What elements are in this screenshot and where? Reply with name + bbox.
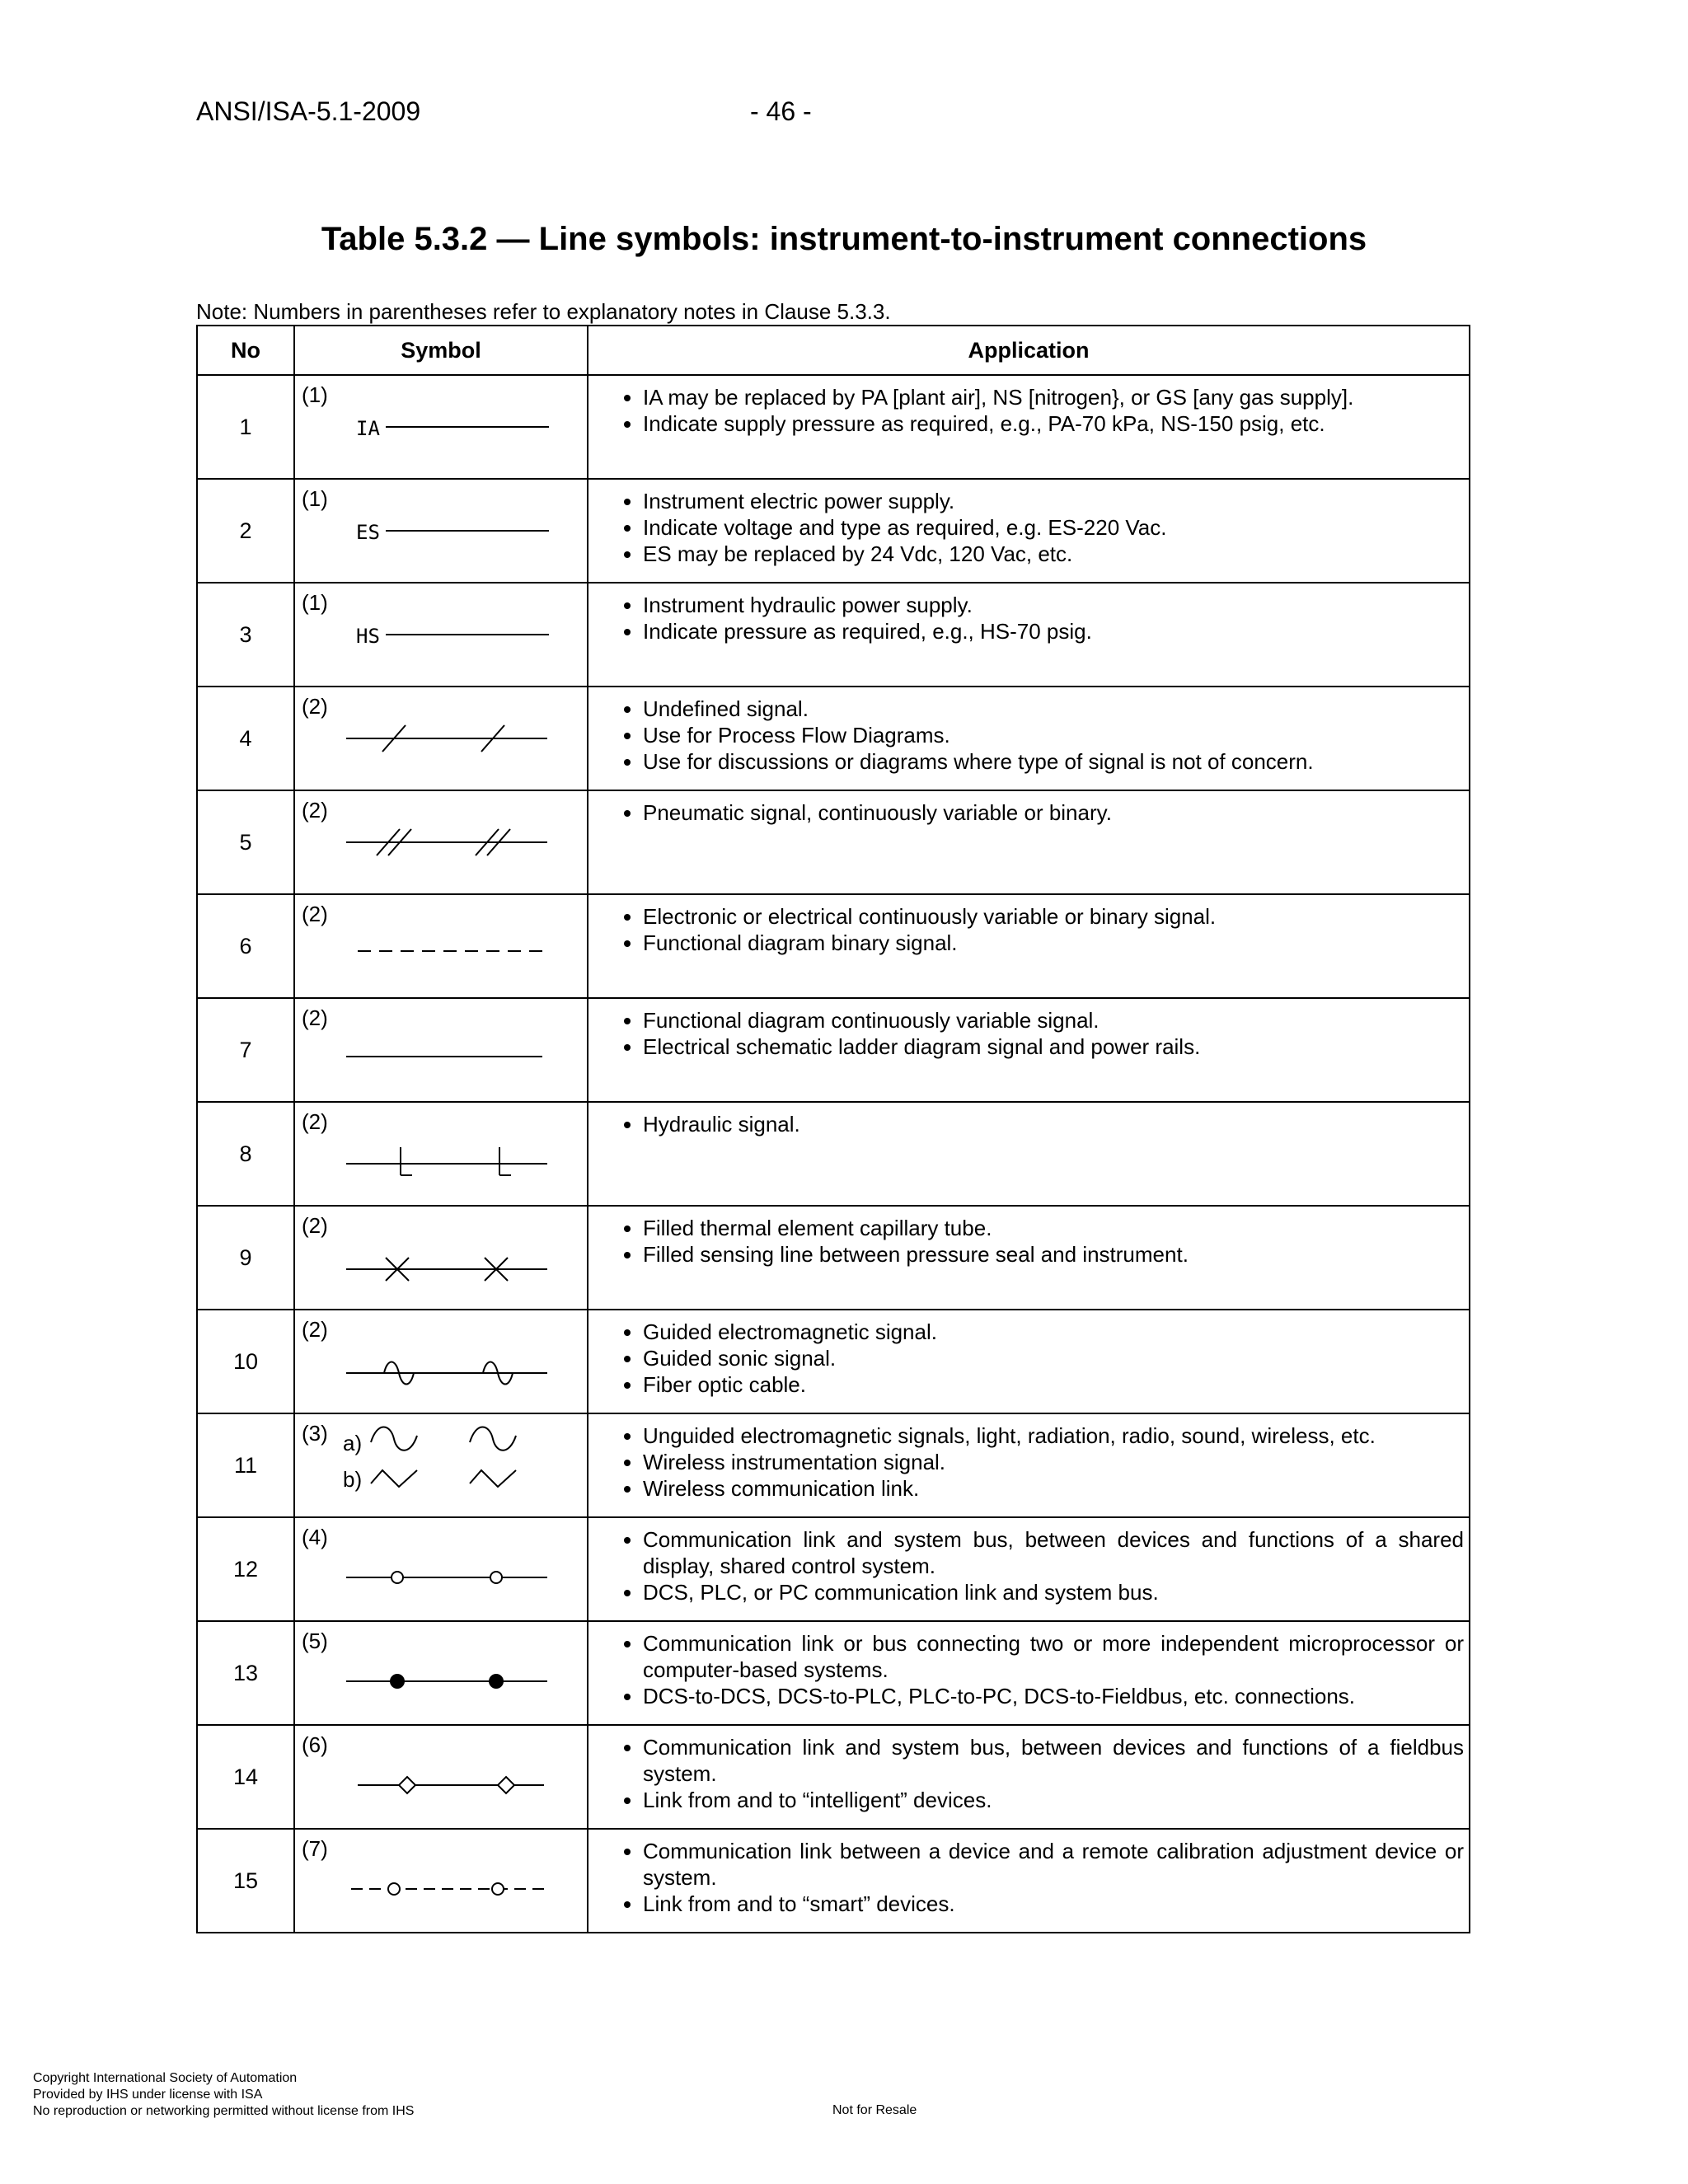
supply-label: IA xyxy=(356,417,380,440)
table-row xyxy=(197,1621,1470,1725)
application-cell xyxy=(588,1829,1470,1933)
application-list xyxy=(588,687,1469,775)
symbol-cell xyxy=(294,375,588,479)
application-list xyxy=(588,583,1469,644)
note-reference: (2) xyxy=(302,1005,328,1030)
table-row xyxy=(197,1517,1470,1621)
symbol-cell xyxy=(294,1206,588,1310)
symbol-cell xyxy=(294,1102,588,1206)
application-item: • Instrument electric power supply. xyxy=(643,488,1464,514)
row-number: 9 xyxy=(197,1206,294,1310)
application-item: • Indicate voltage and type as required, e.g. ES-220 Vac. xyxy=(643,514,1464,541)
dashed-line-symbol xyxy=(295,895,588,997)
application-item: • Use for Process Flow Diagrams. xyxy=(643,722,1464,748)
application-item: • Communication link between a device and a remote calibration adjustment device or system. xyxy=(643,1838,1464,1891)
supply-line-symbol xyxy=(295,480,588,582)
application-list xyxy=(588,1310,1469,1398)
application-cell xyxy=(588,1413,1470,1517)
filled-node xyxy=(391,1675,404,1688)
note-reference: (5) xyxy=(302,1629,328,1653)
application-item: • Functional diagram continuously variable signal. xyxy=(643,1007,1464,1033)
symbol-cell xyxy=(294,1725,588,1829)
application-item: • Indicate supply pressure as required, e.g., PA-70 kPa, NS-150 psig, etc. xyxy=(643,410,1464,437)
note-reference: (1) xyxy=(302,590,328,615)
application-item: • Undefined signal. xyxy=(643,696,1464,722)
supply-label: HS xyxy=(356,625,380,648)
application-item: • IA may be replaced by PA [plant air], NS [nitrogen}, or GS [any gas supply]. xyxy=(643,384,1464,410)
table-note: Note: Numbers in parentheses refer to explanatory notes in Clause 5.3.3. xyxy=(196,299,891,324)
table-header-row xyxy=(197,326,1470,375)
application-list xyxy=(588,376,1469,437)
table-row xyxy=(197,998,1470,1102)
symbol-cell xyxy=(294,1517,588,1621)
wireless-label-a: a) xyxy=(343,1431,363,1455)
note-reference: (2) xyxy=(302,902,328,926)
note-reference: (2) xyxy=(302,798,328,823)
row-number: 8 xyxy=(197,1102,294,1206)
table-row xyxy=(197,479,1470,583)
application-cell xyxy=(588,1725,1470,1829)
application-cell xyxy=(588,1517,1470,1621)
row-number: 10 xyxy=(197,1310,294,1413)
application-item: • ES may be replaced by 24 Vdc, 120 Vac, etc. xyxy=(643,541,1464,567)
row-number: 7 xyxy=(197,998,294,1102)
symbol-cell xyxy=(294,1621,588,1725)
row-number: 12 xyxy=(197,1517,294,1621)
double-slash-symbol xyxy=(295,791,588,893)
dash-circle-symbol xyxy=(295,1830,588,1932)
application-cell xyxy=(588,1310,1470,1413)
wireless-symbol xyxy=(295,1414,588,1516)
copyright-line: Copyright International Society of Automation xyxy=(33,2071,298,2085)
symbol-cell xyxy=(294,1829,588,1933)
note-reference: (7) xyxy=(302,1836,328,1861)
open-node xyxy=(388,1883,400,1895)
table-row xyxy=(197,375,1470,479)
application-list xyxy=(588,999,1469,1060)
symbol-cell xyxy=(294,1413,588,1517)
note-reference: (1) xyxy=(302,486,328,511)
application-cell xyxy=(588,479,1470,583)
note-reference: (2) xyxy=(302,1109,328,1134)
application-list xyxy=(588,1414,1469,1502)
application-item: • Wireless communication link. xyxy=(643,1475,1464,1502)
application-item: • Hydraulic signal. xyxy=(643,1111,1464,1137)
application-list xyxy=(588,1622,1469,1709)
application-list xyxy=(588,1830,1469,1917)
application-item: • Communication link and system bus, between devices and functions of a fieldbus system. xyxy=(643,1734,1464,1787)
wireless-label-b: b) xyxy=(343,1467,363,1492)
row-number: 3 xyxy=(197,583,294,687)
row-number: 1 xyxy=(197,375,294,479)
header-application: Application xyxy=(588,326,1470,375)
application-item: • Fiber optic cable. xyxy=(643,1371,1464,1398)
filled-node xyxy=(490,1675,503,1688)
table-row xyxy=(197,1413,1470,1517)
application-item: • Communication link or bus connecting two or more independent microprocessor or computer-based systems. xyxy=(643,1630,1464,1683)
note-reference: (6) xyxy=(302,1732,328,1757)
filled-circle-symbol xyxy=(295,1622,588,1724)
supply-line-symbol xyxy=(295,583,588,686)
application-item: • Instrument hydraulic power supply. xyxy=(643,592,1464,618)
supply-line-symbol xyxy=(295,376,588,478)
application-item: • Link from and to “intelligent” devices. xyxy=(643,1787,1464,1813)
application-cell xyxy=(588,583,1470,687)
not-for-resale: Not for Resale xyxy=(832,2103,917,2117)
document-id: ANSI/ISA-5.1-2009 xyxy=(196,96,421,126)
application-cell xyxy=(588,1621,1470,1725)
table-title: Table 5.3.2 — Line symbols: instrument-to-instrument connections xyxy=(321,221,1367,257)
symbol-cell xyxy=(294,583,588,687)
row-number: 2 xyxy=(197,479,294,583)
application-item: • Electrical schematic ladder diagram signal and power rails. xyxy=(643,1033,1464,1060)
application-list xyxy=(588,1103,1469,1137)
note-reference: (4) xyxy=(302,1525,328,1549)
application-item: • Pneumatic signal, continuously variable or binary. xyxy=(643,799,1464,826)
row-number: 13 xyxy=(197,1621,294,1725)
row-number: 5 xyxy=(197,790,294,894)
reproduction-line: No reproduction or networking permitted without license from IHS xyxy=(33,2104,415,2118)
table-row xyxy=(197,790,1470,894)
open-node xyxy=(492,1883,504,1895)
table-row xyxy=(197,1310,1470,1413)
provided-line: Provided by IHS under license with ISA xyxy=(33,2088,263,2102)
table-row xyxy=(197,1206,1470,1310)
application-item: • Unguided electromagnetic signals, light, radiation, radio, sound, wireless, etc. xyxy=(643,1422,1464,1449)
sine-line-symbol xyxy=(295,1310,588,1413)
application-cell xyxy=(588,894,1470,998)
application-item: • Use for discussions or diagrams where type of signal is not of concern. xyxy=(643,748,1464,775)
table-row xyxy=(197,1102,1470,1206)
application-list xyxy=(588,1726,1469,1813)
note-reference: (2) xyxy=(302,694,328,719)
application-list xyxy=(588,1518,1469,1605)
page-number: - 46 - xyxy=(750,96,812,126)
application-cell xyxy=(588,1206,1470,1310)
application-list xyxy=(588,791,1469,826)
note-reference: (1) xyxy=(302,382,328,407)
application-item: • Indicate pressure as required, e.g., HS-70 psig. xyxy=(643,618,1464,644)
application-cell xyxy=(588,687,1470,790)
wave-b xyxy=(371,1470,417,1487)
application-item: • Functional diagram binary signal. xyxy=(643,930,1464,956)
symbol-cell xyxy=(294,998,588,1102)
application-item: • Communication link and system bus, between devices and functions of a shared display, shared control system. xyxy=(643,1526,1464,1579)
table-row xyxy=(197,1829,1470,1933)
application-list xyxy=(588,480,1469,567)
symbol-cell xyxy=(294,479,588,583)
diamond-symbol xyxy=(295,1726,588,1828)
table-row xyxy=(197,687,1470,790)
diamond-node xyxy=(498,1777,514,1793)
single-slash-symbol xyxy=(295,687,588,790)
note-reference: (3) xyxy=(302,1421,328,1446)
symbol-cell xyxy=(294,1310,588,1413)
application-item: • Link from and to “smart” devices. xyxy=(643,1891,1464,1917)
application-cell xyxy=(588,998,1470,1102)
wave-a xyxy=(371,1427,417,1451)
note-reference: (2) xyxy=(302,1317,328,1342)
table-row xyxy=(197,894,1470,998)
application-cell xyxy=(588,790,1470,894)
solid-line-symbol xyxy=(295,999,588,1101)
row-number: 11 xyxy=(197,1413,294,1517)
application-item: • Filled thermal element capillary tube. xyxy=(643,1215,1464,1241)
note-reference: (2) xyxy=(302,1213,328,1238)
symbol-cell xyxy=(294,687,588,790)
application-item: • Guided sonic signal. xyxy=(643,1345,1464,1371)
application-item: • DCS, PLC, or PC communication link and system bus. xyxy=(643,1579,1464,1605)
application-list xyxy=(588,895,1469,956)
symbol-cell xyxy=(294,894,588,998)
wave-b xyxy=(470,1470,516,1487)
row-number: 6 xyxy=(197,894,294,998)
open-circle-symbol xyxy=(295,1518,588,1620)
table-row xyxy=(197,1725,1470,1829)
copyright-footer xyxy=(33,2070,414,2120)
header-symbol: Symbol xyxy=(294,326,588,375)
symbol-cell xyxy=(294,790,588,894)
diamond-node xyxy=(399,1777,415,1793)
row-number: 14 xyxy=(197,1725,294,1829)
application-item: • Filled sensing line between pressure seal and instrument. xyxy=(643,1241,1464,1268)
application-item: • DCS-to-DCS, DCS-to-PLC, PLC-to-PC, DCS-to-Fieldbus, etc. connections. xyxy=(643,1683,1464,1709)
x-mark-symbol xyxy=(295,1207,588,1309)
table-row xyxy=(197,583,1470,687)
wave-a xyxy=(470,1427,516,1451)
l-mark-symbol xyxy=(295,1103,588,1205)
application-cell xyxy=(588,1102,1470,1206)
row-number: 15 xyxy=(197,1829,294,1933)
application-list xyxy=(588,1207,1469,1268)
open-node xyxy=(490,1572,502,1583)
application-item: • Guided electromagnetic signal. xyxy=(643,1319,1464,1345)
row-number: 4 xyxy=(197,687,294,790)
supply-label: ES xyxy=(356,521,380,544)
line-symbols-table xyxy=(196,325,1470,1933)
open-node xyxy=(392,1572,403,1583)
application-item: • Electronic or electrical continuously variable or binary signal. xyxy=(643,903,1464,930)
application-item: • Wireless instrumentation signal. xyxy=(643,1449,1464,1475)
application-cell xyxy=(588,375,1470,479)
header-no: No xyxy=(197,326,294,375)
table-body xyxy=(197,375,1470,1933)
